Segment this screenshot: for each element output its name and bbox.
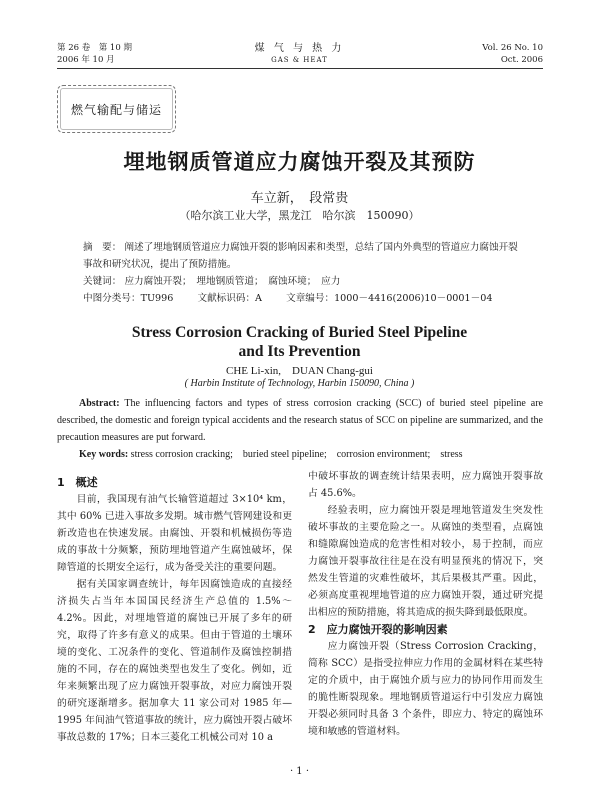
article-no-label: 文章编号： — [286, 293, 335, 304]
abstract-cn-text: 阐述了埋地钢质管道应力腐蚀开裂的影响因素和类型，总结了国内外典型的管道应力腐蚀开裂事故和研究状况，提出了预防措施。 — [83, 242, 518, 270]
affiliation-cn: （哈尔滨工业大学，黑龙江 哈尔滨 150090） — [179, 209, 420, 222]
body-paragraph: 据有关国家调查统计，每年因腐蚀造成的直接经济损失占当年本国国民经济生产总值的 1.5%～4.2%。因此，对埋地管道的腐蚀已开展了多年的研究，取得了许多有意义的成果。但由于管道的土壤环境的变化、工况条件的变化、管道制作及腐蚀控制措施的不同，存在的腐蚀类型也发生了变化。例如，近年来频繁出现了应力腐蚀开裂事故，对应力腐蚀开裂的研究逐渐增多。据加拿大 11 家公司对 1985 年—1995 年间油气管道事故的统计，应力腐蚀开裂占破坏事故总数的 17%；日本三菱化工机械公司对 10 a — [57, 579, 292, 743]
running-header-right — [482, 42, 543, 66]
keywords-en-label: Key words: — [79, 449, 129, 460]
body-paragraph: 经验表明，应力腐蚀开裂是埋地管道发生突发性破坏事故的主要危险之一。从腐蚀的类型看，点腐蚀和缝隙腐蚀造成的危害性相对较小，易于控制，而应力腐蚀开裂事故往往是在没有明显预兆的情况下，突然发生管道的灾难性破坏，其后果极其严重。因此，必须高度重视埋地管道的应力腐蚀开裂，通过研究提出相应的预防措施，将其造成的损失降到最低限度。 — [308, 505, 543, 618]
section-badge — [57, 85, 176, 133]
abstract-en-text: The influencing factors and types of stress corrosion cracking (SCC) of buried steel pipeline are described, the domestic and foreign typical accidents and the research status of SCC on pipeline are summarized, and the precaution measures are put forward. — [57, 398, 543, 443]
header-rule — [57, 68, 543, 69]
section-heading-1: 1 概述 — [57, 476, 98, 489]
doc-code-label: 文献标识码： — [197, 293, 256, 304]
keywords-cn-text: 应力腐蚀开裂； 埋地钢质管道； 腐蚀环境； 应力 — [124, 276, 341, 287]
body-paragraph: 应力腐蚀开裂（Stress Corrosion Cracking，简称 SCC）是指受拉伸应力作用的金属材料在某些特定的介质中，由于腐蚀介质与应力的协同作用而发生的脆性断裂现象。埋地钢质管道运行中引发应力腐蚀开裂必须同时具备 3 个条件，即应力、特定的腐蚀环境和敏感的管道材料。 — [308, 641, 543, 737]
authors-en: CHE Li-xin, DUAN Chang-gui — [226, 365, 373, 377]
running-header-center — [200, 42, 399, 66]
date-en: Oct. 2006 — [500, 55, 543, 65]
abstract-cn-label: 摘 要： — [83, 242, 122, 253]
clc-value: TU996 — [140, 293, 174, 304]
affiliation-en: ( Harbin Institute of Technology, Harbin 150090, China ) — [184, 378, 415, 389]
abstract-cn — [83, 239, 519, 307]
article-title-cn: 埋地钢质管道应力腐蚀开裂及其预防 — [123, 150, 476, 174]
abstract-en — [57, 395, 543, 463]
doc-code-value: A — [255, 293, 262, 304]
volume-issue-cn: 第 26 卷 第 10 期 — [57, 43, 132, 53]
authors-cn: 车立新， 段常贵 — [250, 191, 349, 206]
journal-name-cn: 煤 气 与 热 力 — [254, 43, 345, 54]
section-heading-2: 2 应力腐蚀开裂的影响因素 — [308, 623, 448, 636]
body-left-column — [57, 474, 292, 746]
title-en-line1: Stress Corrosion Cracking of Buried Steel Pipeline — [131, 324, 468, 341]
clc-label: 中图分类号： — [83, 293, 141, 304]
title-en-line2: and Its Prevention — [238, 343, 361, 360]
keywords-en-row — [57, 446, 543, 463]
body-right-column — [308, 468, 543, 740]
abstract-en-label: Abstract: — [79, 398, 120, 409]
abstract-en-paragraph — [57, 395, 543, 446]
section-badge-label: 燃气输配与储运 — [70, 103, 162, 117]
article-title-en — [0, 323, 599, 361]
classification-row — [83, 290, 519, 307]
date-cn: 2006 年 10 月 — [57, 55, 115, 65]
body-paragraph: 目前，我国现有油气长输管道超过 3×10⁴ km，其中 60% 已进入事故多发期。城市燃气管网建设和更新改造也在快速发展。由腐蚀、开裂和机械损伤等造成的事故十分频繁，预防埋地管道产生腐蚀破坏，保障管道的长期安全运行，成为备受关注的重要问题。 — [57, 494, 292, 573]
body-paragraph: 中破坏事故的调查统计结果表明，应力腐蚀开裂事故占 45.6%。 — [308, 471, 543, 499]
keywords-cn-row — [83, 273, 519, 290]
keywords-cn-label: 关键词： — [83, 276, 122, 287]
abstract-cn-paragraph — [83, 239, 519, 273]
volume-issue-en: Vol. 26 No. 10 — [482, 43, 543, 53]
running-header-left — [57, 42, 132, 66]
article-no-value: 1000－4416(2006)10－0001－04 — [334, 293, 493, 304]
journal-name-en: GAS & HEAT — [271, 56, 328, 64]
page-number: · 1 · — [289, 766, 310, 777]
keywords-en-text: stress corrosion cracking; buried steel pipeline; corrosion environment; stress — [130, 449, 463, 460]
